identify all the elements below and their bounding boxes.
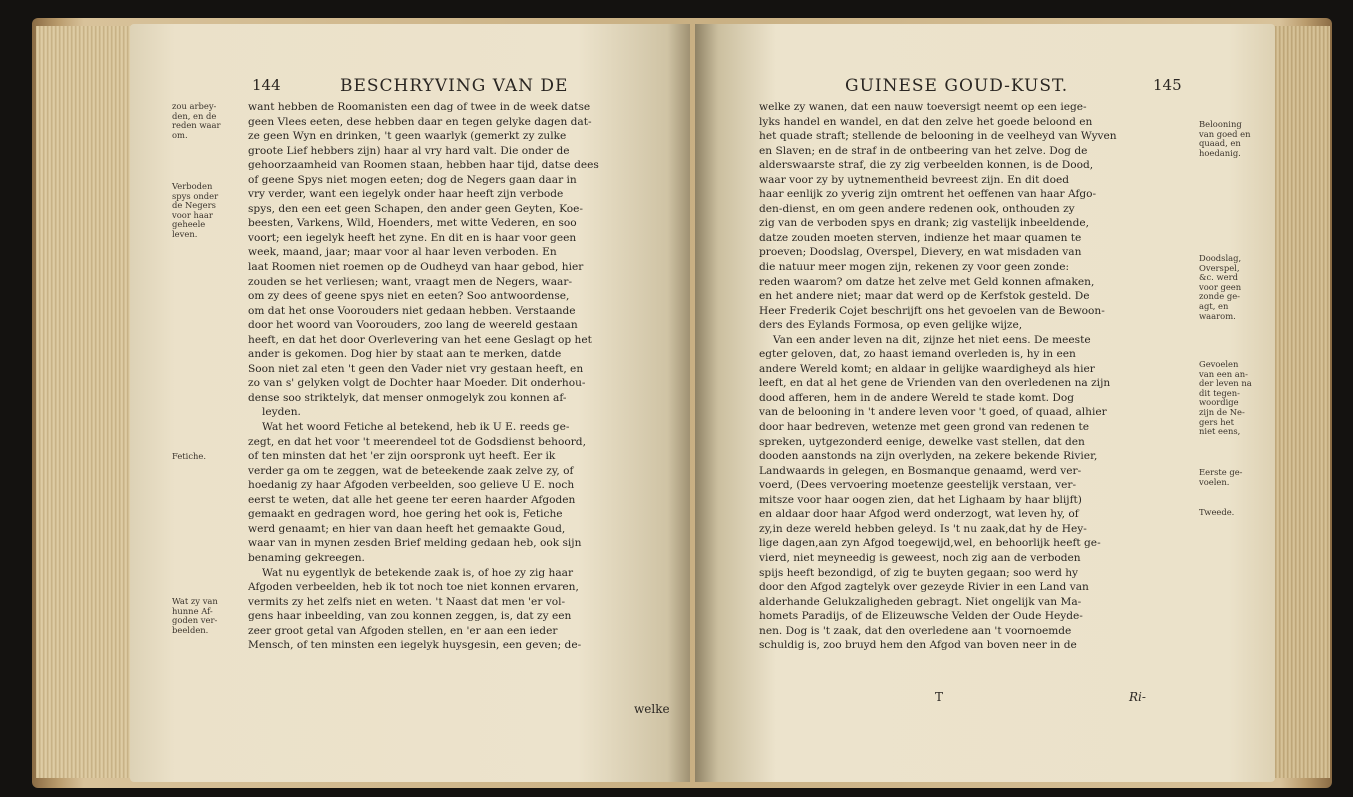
text-line: leeft, en dat al het gene de Vrienden van den overledenen na zijn: [759, 377, 1111, 390]
text-line: ders des Eylands Formosa, op even gelijke wijze,: [759, 319, 1023, 332]
text-line: die natuur meer mogen zijn, rekenen zy voor geen zonde:: [759, 261, 1070, 274]
text-line: geen Vlees eeten, dese hebben daar en tegen gelyke dagen dat-: [248, 115, 592, 128]
text-line: week, maand, jaar; maar voor al haar leven verboden. En: [248, 246, 557, 259]
right-catchword: Ri-: [1129, 690, 1146, 704]
text-line: dense soo striktelyk, dat menser onmogelyk zou konnen af-: [248, 391, 567, 404]
text-line: spys, den een eet geen Schapen, den ander geen Geyten, Koe-: [248, 202, 583, 215]
text-line: den-dienst, en om geen andere redenen ook, onthouden zy: [759, 202, 1075, 215]
left-catchword: welke: [634, 702, 670, 716]
text-line: mitsze voor haar oogen zien, dat het Lighaam by haar blijft): [759, 493, 1082, 506]
text-line: lyks handel en wandel, en dat den zelve het goede beloond en: [759, 115, 1093, 128]
text-line: vierd, niet meyneedig is geweest, noch zig aan de verboden: [759, 551, 1081, 564]
right-page: [695, 24, 1275, 782]
text-line: groote Lief hebbers zijn) haar al vry hard valt. Die onder de: [248, 144, 570, 157]
text-line: zo van s' gelyken volgt de Dochter haar Moeder. Dit onderhou-: [248, 377, 586, 390]
text-line: eerst te weten, dat alle het geene ter eeren haarder Afgoden: [248, 493, 576, 506]
text-line: verder ga om te zeggen, wat de beteekende zaak zelve zy, of: [248, 464, 574, 477]
text-line: hoedanig zy haar Afgoden verbeelden, soo gelieve U E. noch: [248, 479, 575, 492]
text-line: van de belooning in 't andere leven voor 't goed, of quaad, alhier: [759, 406, 1107, 419]
left-page-number: 144: [252, 76, 281, 94]
right-running-head: GUINESE GOUD-KUST.: [845, 76, 1069, 96]
left-running-head: BESCHRYVING VAN DE: [340, 76, 569, 96]
text-line: door haar bedreven, wetenze met geen grond van redenen te: [759, 421, 1090, 434]
text-line: dooden aanstonds na zijn overlyden, na zekere bekende Rivier,: [759, 450, 1098, 463]
margin-note: Doodslag, Overspel, &c. werd voor geen zonde ge- agt, en waarom.: [1199, 253, 1242, 321]
text-line: Heer Frederik Cojet beschrijft ons het gevoelen van de Bewoon-: [759, 304, 1105, 317]
text-line: zig van de verboden spys en drank; zig vastelijk inbeeldende,: [759, 217, 1089, 230]
text-line: en Slaven; en de straf in de ontbeering van het zelve. Dog de: [759, 144, 1088, 157]
text-line: Soon niet zal eten 't geen den Vader niet vry gestaan heeft, en: [248, 362, 584, 375]
right-text-block: [759, 100, 1189, 653]
text-line: door den Afgod zagtelyk over gezeyde Rivier in een Land van: [759, 581, 1089, 594]
text-line: Landwaards in gelegen, en Bosmanque genaamd, werd ver-: [759, 464, 1082, 477]
left-page: [130, 24, 690, 782]
text-line: of geene Spys niet mogen eeten; dog de Negers gaan daar in: [248, 173, 577, 186]
right-page-number: 145: [1153, 76, 1182, 94]
text-line: gens haar inbeelding, van zou konnen zeggen, is, dat zy een: [248, 610, 572, 623]
left-text-block: [248, 100, 680, 653]
right-page-edges: [1272, 26, 1330, 778]
text-line: ander is gekomen. Dog hier by staat aan te merken, datde: [248, 348, 562, 361]
text-line: schuldig is, zoo bruyd hem den Afgod van boven neer in de: [759, 639, 1077, 652]
text-line: waar voor zy by uytnementheid bevreest zijn. En dit doed: [759, 173, 1069, 186]
text-line: of ten minsten dat het 'er zijn oorspronk uyt heeft. Eer ik: [248, 450, 556, 463]
text-line: proeven; Doodslag, Overspel, Dievery, en wat misdaden van: [759, 246, 1082, 259]
text-line: dood afferen, hem in de andere Wereld te stade komt. Dog: [759, 391, 1075, 404]
margin-note: zou arbey- den, en de reden waar om.: [172, 101, 221, 140]
text-line: reden waarom? om datze het zelve met Geld konnen afmaken,: [759, 275, 1095, 288]
text-line: het quade straft; stellende de belooning in de veelheyd van Wyven: [759, 130, 1117, 143]
text-line: ze geen Wyn en drinken, 't geen waarlyk (gemerkt zy zulke: [248, 130, 567, 143]
text-line: en het andere niet; maar dat werd op de Kerfstok gesteld. De: [759, 290, 1090, 303]
text-line: homets Paradijs, of de Elizeuwsche Velden der Oude Heyde-: [759, 610, 1083, 623]
text-line: Afgoden verbeelden, heb ik tot noch toe niet konnen ervaren,: [248, 581, 579, 594]
text-line: Wat het woord Fetiche al betekend, heb ik U E. reeds ge-: [262, 421, 570, 434]
text-line: om dat het onse Voorouders niet gedaan hebben. Verstaande: [248, 304, 576, 317]
text-line: werd genaamt; en hier van daan heeft het gemaakte Goud,: [248, 522, 566, 535]
text-line: vermits zy het zelfs niet en weten. 't Naast dat men 'er vol-: [248, 595, 566, 608]
text-line: gehoorzaamheid van Roomen staan, hebben haar tijd, datse dees: [248, 159, 599, 172]
margin-note: Wat zy van hunne Af- goden ver- beelden.: [172, 596, 218, 635]
text-line: haar eenlijk zo yverig zijn omtrent het oeffenen van haar Afgo-: [759, 188, 1097, 201]
text-line: Mensch, of ten minsten een iegelyk huysgesin, een geven; de-: [248, 639, 582, 652]
text-line: zegt, en dat het voor 't meerendeel tot de Godsdienst behoord,: [248, 435, 586, 448]
text-line: zouden se het verliesen; want, vraagt men de Negers, waar-: [248, 275, 573, 288]
margin-note: Gevoelen van een an- der leven na dit tegen- woordige zijn de Ne- gers het niet eens,: [1199, 359, 1252, 437]
text-line: Wat nu eygentlyk de betekende zaak is, of hoe zy zig haar: [262, 566, 574, 579]
text-line: datze zouden moeten sterven, indienze het maar quamen te: [759, 231, 1082, 244]
margin-note: Tweede.: [1199, 507, 1235, 517]
margin-note: Fetiche.: [172, 451, 207, 461]
text-line: waar van in mynen zesden Brief melding gedaan heb, ook sijn: [248, 537, 582, 550]
text-line: door het woord van Voorouders, zoo lang de weereld gestaan: [248, 319, 578, 332]
text-line: laat Roomen niet roemen op de Oudheyd van haar gebod, hier: [248, 261, 584, 274]
text-line: vry verder, want een iegelyk onder haar heeft zijn verbode: [248, 188, 564, 201]
text-line: spreken, uytgezonderd eenige, dewelke vast stellen, dat den: [759, 435, 1085, 448]
text-line: leyden.: [262, 406, 301, 419]
text-line: andere Wereld komt; en aldaar in gelijke waardigheyd als hier: [759, 362, 1095, 375]
text-line: voort; een iegelyk heeft het zyne. En dit en is haar voor geen: [248, 231, 577, 244]
text-line: voerd, (Dees vervoering moetenze geestelijk verstaan, ver-: [759, 479, 1077, 492]
text-line: Van een ander leven na dit, zijnze het niet eens. De meeste: [773, 333, 1091, 346]
text-line: gemaakt en gedragen word, hoe gering het ook is, Fetiche: [248, 508, 563, 521]
margin-note: Verboden spys onder de Negers voor haar geheele leven.: [172, 181, 219, 239]
text-line: zy,in deze wereld hebben geleyd. Is 't nu zaak,dat hy de Hey-: [759, 522, 1087, 535]
text-line: en aldaar door haar Afgod werd onderzogt, wat leven hy, of: [759, 508, 1079, 521]
text-line: zeer groot getal van Afgoden stellen, en 'er aan een ieder: [248, 624, 558, 637]
text-line: welke zy wanen, dat een nauw toeversigt neemt op een iege-: [759, 101, 1087, 113]
text-line: spijs heeft bezondigd, of zig te buyten gegaan; soo werd hy: [759, 566, 1079, 579]
text-line: om zy dees of geene spys niet en eeten? Soo antwoordense,: [248, 290, 570, 303]
text-line: alderhande Gelukzaligheden gebragt. Niet ongelijk van Ma-: [759, 595, 1082, 608]
text-line: lige dagen,aan zyn Afgod toegewijd,wel, en behoorlijk heeft ge-: [759, 537, 1101, 550]
margin-note: Eerste ge- voelen.: [1199, 467, 1243, 487]
text-line: want hebben de Roomanisten een dag of twee in de week datse: [248, 101, 591, 113]
signature-mark: T: [935, 690, 944, 704]
text-line: egter geloven, dat, zo haast iemand overleden is, hy in een: [759, 348, 1076, 361]
text-line: benaming gekreegen.: [248, 551, 365, 564]
text-line: alderswaarste straf, die zy zig verbeelden konnen, is de Dood,: [759, 159, 1094, 172]
margin-note: Belooning van goed en quaad, en hoedanig.: [1199, 119, 1251, 158]
text-line: nen. Dog is 't zaak, dat den overledene aan 't voornoemde: [759, 624, 1072, 637]
text-line: beesten, Varkens, Wild, Hoenders, met witte Vederen, en soo: [248, 217, 577, 230]
left-page-edges: [36, 26, 132, 778]
text-line: heeft, en dat het door Overlevering van het eene Geslagt op het: [248, 333, 592, 346]
